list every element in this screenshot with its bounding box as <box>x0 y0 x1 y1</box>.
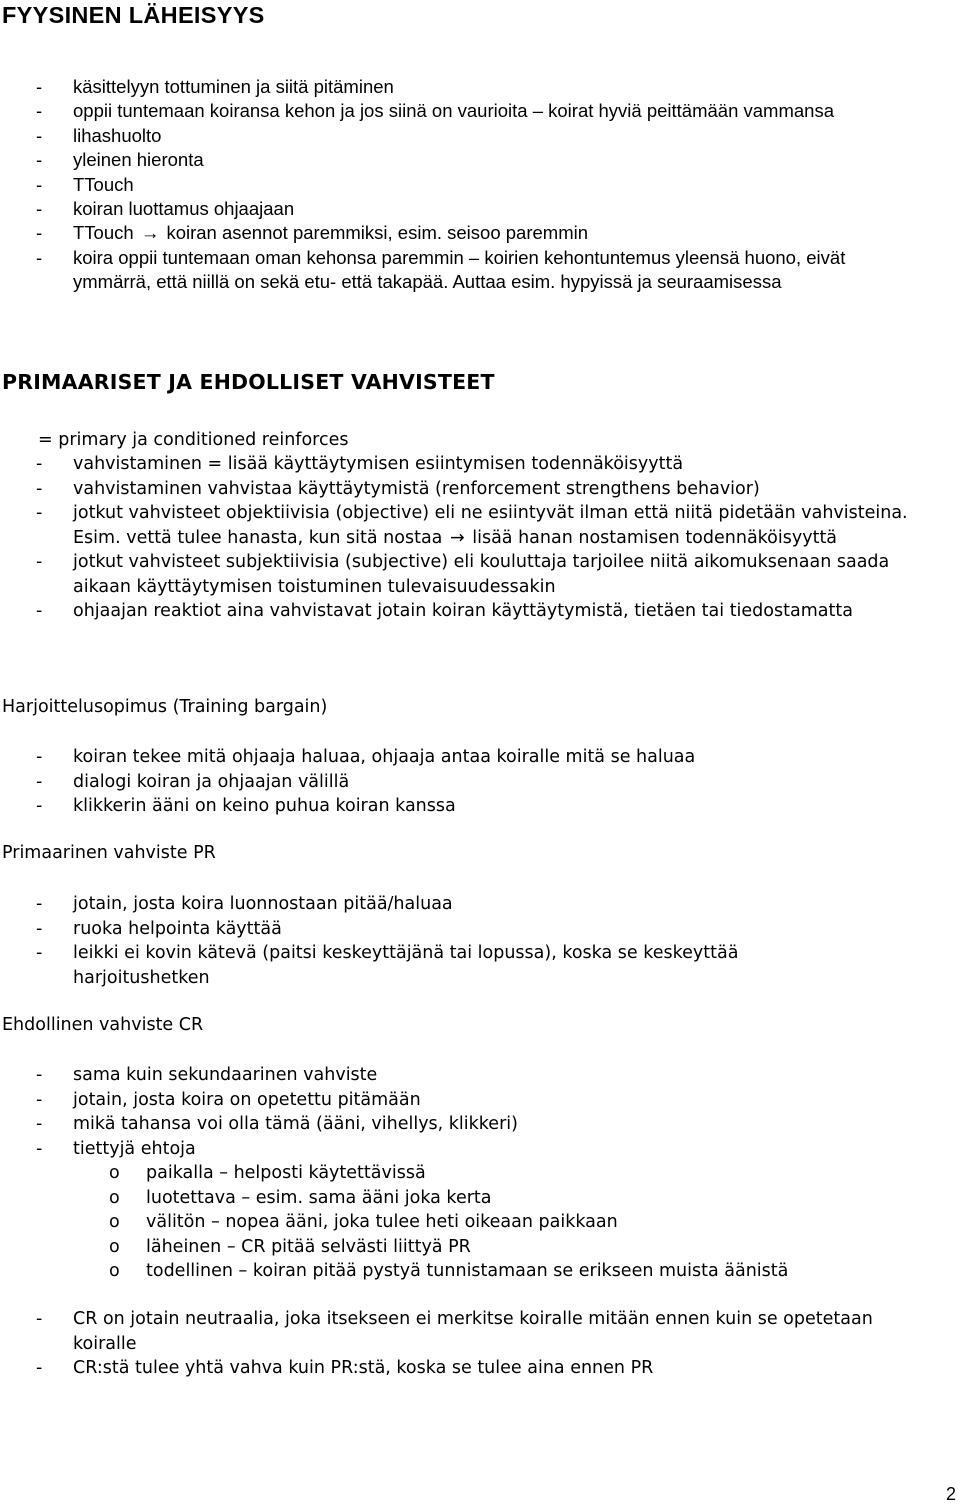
circle-bullet-icon: o <box>109 1163 120 1183</box>
sublist-item: o läheinen – CR pitää selvästi liittyä PR <box>73 1235 920 1260</box>
list-item: - vahvistaminen vahvistaa käyttäytymistä (renforcement strengthens behavior) <box>36 478 760 499</box>
section-2-list <box>0 452 915 624</box>
list-item: - vahvistaminen = lisää käyttäytymisen esiintymisen todennäköisyyttä <box>36 454 684 474</box>
section-1-list <box>0 75 900 295</box>
list-item: - TTouch → koiran asennot paremmiksi, esim. seisoo paremmin <box>0 221 900 245</box>
list-item: - CR on jotain neutraalia, joka itsekseen ei merkitse koiralle mitään ennen kuin se opetetaan koiralle <box>36 1309 873 1354</box>
list-item: - koiran luottamus ohjaajaan <box>36 198 295 220</box>
list-item: - lihashuolto <box>36 124 162 146</box>
arrow-right-icon: → <box>449 527 465 548</box>
sublist-item: o välitön – nopea ääni, joka tulee heti oikeaan paikkaan <box>73 1210 920 1235</box>
list-item: - klikkerin ääni on keino puhua koiran kanssa <box>36 796 456 816</box>
list-item: - käsittelyyn tottuminen ja siitä pitäminen <box>36 76 394 97</box>
primary-list <box>0 892 880 990</box>
heading-primaariset-vahvisteet: PRIMAARISET JA EHDOLLISET VAHVISTEET <box>2 370 495 394</box>
list-item: - dialogi koiran ja ohjaajan välillä <box>36 771 350 792</box>
list-item: - leikki ei kovin kätevä (paitsi keskeyttäjänä tai lopussa), koska se keskeyttää harjoitushetken <box>36 943 739 988</box>
circle-bullet-icon: o <box>109 1212 120 1232</box>
page-number: 2 <box>945 1484 956 1504</box>
list-item: - CR:stä tulee yhtä vahva kuin PR:stä, koska se tulee aina ennen PR <box>36 1358 654 1378</box>
circle-bullet-icon: o <box>109 1187 120 1208</box>
heading-fyysinen-laheisyys: FYYSINEN LÄHEISYYS <box>2 2 265 28</box>
list-item: - yleinen hieronta <box>36 149 204 171</box>
conditioned-list <box>0 1063 920 1284</box>
list-item: - jotain, josta koira on opetettu pitämään <box>36 1089 421 1110</box>
list-item: - TTouch <box>36 173 134 195</box>
circle-bullet-icon: o <box>109 1261 120 1281</box>
list-item: - mikä tahansa voi olla tämä (ääni, vihellys, klikkeri) <box>36 1114 518 1134</box>
list-item: - jotkut vahvisteet subjektiivisia (subjective) eli kouluttaja tarjoilee niitä aikomuksenaan saada aikaan käyttäytymisen toistuminen tulevaisuudessakin <box>36 552 890 597</box>
subheading-primaarinen-vahviste: Primaarinen vahviste PR <box>2 843 216 863</box>
conditions-sublist <box>73 1161 920 1284</box>
sublist-item: o luotettava – esim. sama ääni joka kerta <box>73 1186 920 1211</box>
list-item: - ohjaajan reaktiot aina vahvistavat jotain koiran käyttäytymistä, tietäen tai tiedostamatta <box>36 601 853 621</box>
sublist-item: o paikalla – helposti käytettävissä <box>73 1161 920 1186</box>
circle-bullet-icon: o <box>109 1236 120 1257</box>
list-item: - sama kuin sekundaarinen vahviste <box>36 1065 378 1085</box>
list-item: - jotain, josta koira luonnostaan pitää/haluaa <box>36 894 453 914</box>
subheading-training-bargain: Harjoittelusopimus (Training bargain) <box>2 697 328 717</box>
list-item: - oppii tuntemaan koiransa kehon ja jos siinä on vaurioita – koirat hyviä peittämään vammansa <box>36 100 834 122</box>
arrow-right-icon: → <box>140 222 160 244</box>
list-item: - tiettyjä ehtoja o paikalla – helposti käytettävissä o luotettava – esim. sama ääni joka kerta o välitön – nopea ääni, joka tulee heti oikeaan paikkaan o läheinen – CR pitää selvästi liittyä PR o todellinen – koiran pitää pystyä tunnistamaan se erikseen muista äänistä <box>0 1137 920 1284</box>
equals-line: = primary ja conditioned reinforces <box>38 430 349 450</box>
subheading-ehdollinen-vahviste: Ehdollinen vahviste CR <box>2 1015 204 1035</box>
list-item: - koiran tekee mitä ohjaaja haluaa, ohjaaja antaa koiralle mitä se haluaa <box>36 747 696 767</box>
training-list <box>0 745 900 819</box>
sublist-item: o todellinen – koiran pitää pystyä tunnistamaan se erikseen muista äänistä <box>73 1259 920 1284</box>
list-item: - ruoka helpointa käyttää <box>36 918 282 939</box>
list-item: - koira oppii tuntemaan oman kehonsa paremmin – koirien kehontuntemus yleensä huono, eivät ymmärrä, että niillä on sekä etu- että takapää. Auttaa esim. hypyissä ja seuraamisessa <box>36 246 846 293</box>
final-list <box>0 1307 900 1381</box>
list-item: - jotkut vahvisteet objektiivisia (objective) eli ne esiintyvät ilman että niitä pidetään vahvisteina. Esim. vettä tulee hanasta, kun sitä nostaa → lisää hanan nostamisen todennäköisyyttä <box>0 501 915 550</box>
